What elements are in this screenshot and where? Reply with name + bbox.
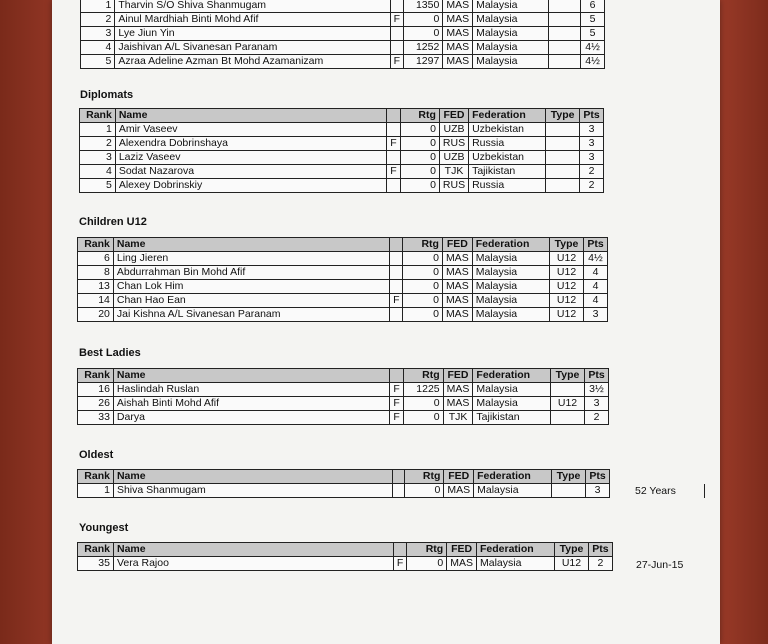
table-row <box>78 266 608 280</box>
col-pts-header: Pts <box>588 543 612 557</box>
cell-pts: 4 <box>583 266 607 280</box>
table-header-row <box>78 470 610 484</box>
cell-pts: 2 <box>580 165 604 179</box>
col-type-header: Type <box>551 369 585 383</box>
col-fed-header: FED <box>444 470 474 484</box>
cell-fed: UZB <box>439 151 468 165</box>
table-row <box>78 294 608 308</box>
col-federation-header: Federation <box>474 470 552 484</box>
cell-rank: 5 <box>81 55 115 69</box>
cell-rank: 6 <box>78 252 114 266</box>
cell-federation: Uzbekistan <box>469 123 546 137</box>
cell-fed: MAS <box>442 308 472 322</box>
section-title-oldest: Oldest <box>79 449 114 461</box>
cell-sex: F <box>387 165 400 179</box>
cell-sex <box>390 27 403 41</box>
cell-rtg: 1297 <box>404 55 443 69</box>
cell-rank: 20 <box>78 308 114 322</box>
col-pts-header: Pts <box>583 238 607 252</box>
col-sex-header <box>393 543 406 557</box>
cell-rtg: 0 <box>404 27 443 41</box>
cell-type: U12 <box>550 280 584 294</box>
cell-rtg: 0 <box>400 123 439 137</box>
cell-type <box>552 484 586 498</box>
cell-pts: 3 <box>584 397 608 411</box>
cell-rtg: 0 <box>400 137 439 151</box>
col-sex-header <box>387 109 400 123</box>
col-pts-header: Pts <box>585 470 609 484</box>
cell-fed: RUS <box>439 137 468 151</box>
cell-name: Alexey Dobrinskiy <box>115 179 386 193</box>
cell-sex <box>390 280 403 294</box>
cell-rank: 5 <box>80 179 116 193</box>
ranking-table-children <box>77 237 608 322</box>
section-title-children: Children U12 <box>79 216 147 228</box>
cell-rank: 14 <box>78 294 114 308</box>
cell-rtg: 0 <box>403 252 442 266</box>
cell-type: U12 <box>551 397 585 411</box>
cell-fed: MAS <box>443 383 473 397</box>
cell-rank: 1 <box>81 0 115 13</box>
cell-sex: F <box>393 557 406 571</box>
table-surface-right <box>718 0 768 644</box>
cell-fed: TJK <box>443 411 473 425</box>
col-name-header: Name <box>113 369 390 383</box>
table-header-row <box>78 543 613 557</box>
cell-name: Jaishivan A/L Sivanesan Paranam <box>115 41 390 55</box>
cell-type <box>546 123 580 137</box>
cell-name: Azraa Adeline Azman Bt Mohd Azamanizam <box>115 55 390 69</box>
cell-rtg: 0 <box>407 557 447 571</box>
ranking-table-diplomats <box>79 108 604 193</box>
cell-federation: Malaysia <box>473 55 549 69</box>
cell-federation: Malaysia <box>472 252 549 266</box>
cell-name: Shiva Shanmugam <box>113 484 392 498</box>
cell-federation: Uzbekistan <box>469 151 546 165</box>
cell-sex <box>390 252 403 266</box>
table-row <box>80 151 604 165</box>
cell-sex <box>390 266 403 280</box>
col-rank-header: Rank <box>78 470 114 484</box>
table-header-row <box>78 238 608 252</box>
col-rank-header: Rank <box>80 109 116 123</box>
table-row <box>81 0 605 13</box>
table-row <box>78 383 609 397</box>
cell-sex <box>392 484 404 498</box>
cell-name: Vera Rajoo <box>113 557 393 571</box>
col-sex-header <box>390 238 403 252</box>
cell-pts: 3 <box>580 123 604 137</box>
cell-type: U12 <box>550 266 584 280</box>
cell-federation: Malaysia <box>472 266 549 280</box>
cell-fed: MAS <box>447 557 477 571</box>
cell-sex: F <box>390 13 403 27</box>
cell-pts: 4½ <box>581 55 605 69</box>
table-row <box>81 55 605 69</box>
section-title-best-ladies: Best Ladies <box>79 347 141 359</box>
cell-fed: MAS <box>443 41 473 55</box>
cell-type: U12 <box>550 294 584 308</box>
table-row <box>78 252 608 266</box>
table-row <box>81 27 605 41</box>
cell-fed: MAS <box>443 55 473 69</box>
cell-rank: 8 <box>78 266 114 280</box>
cell-sex: F <box>390 397 403 411</box>
cell-type: U12 <box>554 557 588 571</box>
cell-type: U12 <box>550 308 584 322</box>
cell-federation: Russia <box>469 137 546 151</box>
table-surface-left <box>0 0 60 644</box>
cell-fed: MAS <box>443 0 473 13</box>
ranking-table-oldest <box>77 469 610 498</box>
col-federation-header: Federation <box>469 109 546 123</box>
cell-fed: MAS <box>442 280 472 294</box>
cell-rtg: 0 <box>404 484 444 498</box>
col-name-header: Name <box>113 470 392 484</box>
col-fed-header: FED <box>442 238 472 252</box>
cell-rank: 33 <box>78 411 114 425</box>
cell-name: Sodat Nazarova <box>115 165 386 179</box>
cell-rtg: 1225 <box>403 383 443 397</box>
col-sex-header <box>392 470 404 484</box>
cell-fed: MAS <box>444 484 474 498</box>
ranking-table-top <box>80 0 605 69</box>
cell-rank: 35 <box>78 557 114 571</box>
cell-pts: 5 <box>581 27 605 41</box>
cell-federation: Tajikistan <box>473 411 551 425</box>
cell-name: Darya <box>113 411 390 425</box>
cell-type <box>549 55 581 69</box>
cell-type <box>549 27 581 41</box>
cell-rtg: 1350 <box>404 0 443 13</box>
cell-sex: F <box>390 294 403 308</box>
cell-rtg: 1252 <box>404 41 443 55</box>
cell-fed: MAS <box>442 266 472 280</box>
section-title-diplomats: Diplomats <box>80 89 134 101</box>
cell-rtg: 0 <box>400 179 439 193</box>
cell-type <box>549 0 581 13</box>
cell-federation: Malaysia <box>473 383 551 397</box>
cell-name: Ling Jieren <box>113 252 389 266</box>
table-header-row <box>80 109 604 123</box>
cell-name: Jai Kishna A/L Sivanesan Paranam <box>113 308 389 322</box>
cell-name: Ainul Mardhiah Binti Mohd Afif <box>115 13 390 27</box>
cell-name: Alexendra Dobrinshaya <box>115 137 386 151</box>
table-row <box>80 137 604 151</box>
cell-federation: Tajikistan <box>469 165 546 179</box>
col-federation-header: Federation <box>473 369 551 383</box>
table-row <box>80 123 604 137</box>
cell-rank: 2 <box>80 137 116 151</box>
cell-pts: 2 <box>584 411 608 425</box>
cell-type: U12 <box>550 252 584 266</box>
cell-federation: Malaysia <box>473 397 551 411</box>
col-name-header: Name <box>113 238 389 252</box>
cell-fed: MAS <box>443 397 473 411</box>
cell-name: Tharvin S/O Shiva Shanmugam <box>115 0 390 13</box>
cell-federation: Malaysia <box>473 27 549 41</box>
cell-sex <box>390 0 403 13</box>
col-rank-header: Rank <box>78 238 114 252</box>
col-pts-header: Pts <box>580 109 604 123</box>
cell-fed: MAS <box>442 252 472 266</box>
col-rtg-header: Rtg <box>403 238 442 252</box>
cell-fed: RUS <box>439 179 468 193</box>
ranking-table-youngest <box>77 542 613 571</box>
cell-fed: TJK <box>439 165 468 179</box>
table-row <box>80 179 604 193</box>
cell-rank: 1 <box>78 484 114 498</box>
col-federation-header: Federation <box>472 238 549 252</box>
cell-federation: Malaysia <box>472 280 549 294</box>
pen-mark <box>704 484 705 498</box>
cell-pts: 4½ <box>581 41 605 55</box>
cell-rank: 26 <box>78 397 114 411</box>
cell-rtg: 0 <box>403 411 443 425</box>
col-rtg-header: Rtg <box>400 109 439 123</box>
col-federation-header: Federation <box>476 543 554 557</box>
cell-sex <box>390 308 403 322</box>
table-row <box>81 13 605 27</box>
cell-federation: Malaysia <box>474 484 552 498</box>
cell-federation: Malaysia <box>472 308 549 322</box>
cell-pts: 3 <box>585 484 609 498</box>
cell-rtg: 0 <box>400 151 439 165</box>
table-row <box>78 280 608 294</box>
cell-name: Abdurrahman Bin Mohd Afif <box>113 266 389 280</box>
cell-name: Aishah Binti Mohd Afif <box>113 397 390 411</box>
cell-sex <box>390 41 403 55</box>
oldest-age-note: 52 Years <box>635 485 676 497</box>
cell-rtg: 0 <box>403 294 442 308</box>
cell-rtg: 0 <box>403 280 442 294</box>
cell-fed: MAS <box>443 27 473 41</box>
cell-rtg: 0 <box>400 165 439 179</box>
col-type-header: Type <box>554 543 588 557</box>
table-row <box>80 165 604 179</box>
cell-pts: 3 <box>580 137 604 151</box>
cell-rank: 16 <box>78 383 114 397</box>
ranking-table-best-ladies <box>77 368 609 425</box>
table-row <box>78 411 609 425</box>
cell-name: Chan Lok Him <box>113 280 389 294</box>
cell-federation: Malaysia <box>472 294 549 308</box>
col-rtg-header: Rtg <box>407 543 447 557</box>
col-name-header: Name <box>113 543 393 557</box>
cell-sex: F <box>390 55 403 69</box>
col-type-header: Type <box>550 238 584 252</box>
cell-rtg: 0 <box>403 266 442 280</box>
cell-pts: 4 <box>583 280 607 294</box>
cell-rank: 4 <box>81 41 115 55</box>
col-rtg-header: Rtg <box>403 369 443 383</box>
cell-federation: Malaysia <box>476 557 554 571</box>
cell-sex: F <box>390 383 403 397</box>
cell-rank: 2 <box>81 13 115 27</box>
cell-name: Haslindah Ruslan <box>113 383 390 397</box>
cell-name: Amir Vaseev <box>115 123 386 137</box>
cell-federation: Malaysia <box>473 0 549 13</box>
cell-fed: UZB <box>439 123 468 137</box>
cell-rtg: 0 <box>403 308 442 322</box>
col-fed-header: FED <box>447 543 477 557</box>
cell-sex <box>387 179 400 193</box>
cell-sex <box>387 123 400 137</box>
cell-type <box>546 151 580 165</box>
cell-pts: 5 <box>581 13 605 27</box>
youngest-dob-note: 27-Jun-15 <box>636 559 684 571</box>
cell-pts: 2 <box>580 179 604 193</box>
cell-pts: 6 <box>581 0 605 13</box>
cell-rtg: 0 <box>404 13 443 27</box>
cell-name: Laziz Vaseev <box>115 151 386 165</box>
cell-type <box>546 137 580 151</box>
cell-rank: 3 <box>80 151 116 165</box>
cell-pts: 4 <box>583 294 607 308</box>
table-row <box>78 484 610 498</box>
cell-rank: 3 <box>81 27 115 41</box>
cell-fed: MAS <box>442 294 472 308</box>
cell-federation: Malaysia <box>473 41 549 55</box>
cell-name: Chan Hao Ean <box>113 294 389 308</box>
col-fed-header: FED <box>439 109 468 123</box>
cell-pts: 2 <box>588 557 612 571</box>
cell-federation: Malaysia <box>473 13 549 27</box>
cell-rtg: 0 <box>403 397 443 411</box>
cell-federation: Russia <box>469 179 546 193</box>
cell-rank: 4 <box>80 165 116 179</box>
col-sex-header <box>390 369 403 383</box>
cell-rank: 13 <box>78 280 114 294</box>
cell-type <box>549 13 581 27</box>
cell-pts: 3 <box>580 151 604 165</box>
col-rank-header: Rank <box>78 543 114 557</box>
col-fed-header: FED <box>443 369 473 383</box>
cell-type <box>549 41 581 55</box>
cell-name: Lye Jiun Yin <box>115 27 390 41</box>
section-title-youngest: Youngest <box>79 522 129 534</box>
cell-type <box>546 179 580 193</box>
table-header-row <box>78 369 609 383</box>
cell-type <box>551 411 585 425</box>
cell-fed: MAS <box>443 13 473 27</box>
table-row <box>78 557 613 571</box>
table-row <box>78 308 608 322</box>
cell-sex <box>387 151 400 165</box>
cell-pts: 3 <box>583 308 607 322</box>
col-rank-header: Rank <box>78 369 114 383</box>
col-type-header: Type <box>552 470 586 484</box>
cell-type <box>551 383 585 397</box>
cell-rank: 1 <box>80 123 116 137</box>
cell-sex: F <box>387 137 400 151</box>
cell-pts: 3½ <box>584 383 608 397</box>
col-name-header: Name <box>115 109 386 123</box>
table-row <box>81 41 605 55</box>
col-rtg-header: Rtg <box>404 470 444 484</box>
col-type-header: Type <box>546 109 580 123</box>
col-pts-header: Pts <box>584 369 608 383</box>
cell-type <box>546 165 580 179</box>
cell-pts: 4½ <box>583 252 607 266</box>
cell-sex: F <box>390 411 403 425</box>
table-row <box>78 397 609 411</box>
